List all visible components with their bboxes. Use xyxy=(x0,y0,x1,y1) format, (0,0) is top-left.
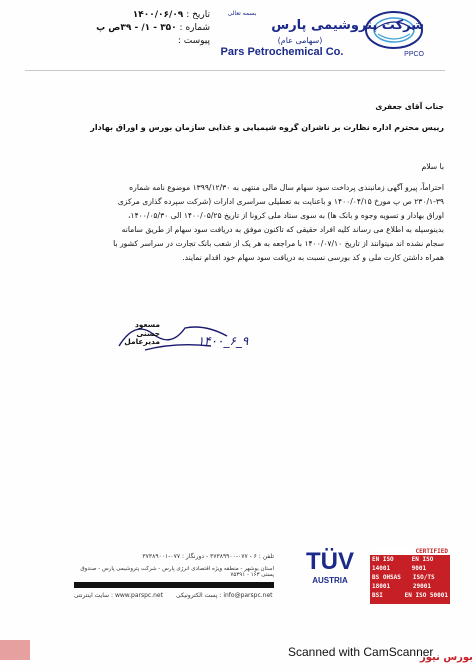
footer-email[interactable] xyxy=(176,592,276,599)
tuv-logo xyxy=(280,548,380,602)
company-type-fa: (سهامی عام) xyxy=(277,36,323,45)
date-value: ۱۴۰۰/۰۶/۰۹ xyxy=(132,10,184,20)
cert-header: CERTIFIED xyxy=(370,548,450,555)
signer-name: مسعود حسنی xyxy=(134,320,160,338)
basmala: بسمه تعالی xyxy=(227,10,257,17)
camscanner-watermark: Scanned with CamScanner xyxy=(288,645,434,659)
signer-title: مدیرعامل xyxy=(124,337,160,346)
body-line: اوراق بهادار و تسویه وجوه و بانک ها) به سوی ستاد ملی کرونا از تاریخ ۱۴۰۰/۰۵/۲۵ الی ۱۴۰۰/۰۵/۳۰، xyxy=(128,211,444,220)
footer-contact-1: تلفن : ۶ - ۰۷۷-۳۷۳۸۹۹۰۰ - دورنگار : ۰۷۷-۳۷۳۸۹۰۰۱ xyxy=(142,553,274,560)
date-row xyxy=(60,10,210,20)
number-label: شماره : xyxy=(179,23,210,33)
cert-row: EN ISO 14001 EN ISO 9001 xyxy=(372,556,434,572)
footer-website[interactable] xyxy=(74,592,174,599)
cert-row: BSI EN ISO 50001 xyxy=(372,592,448,599)
cert-row: BS OHSAS 18001 ISO/TS 29001 xyxy=(372,574,435,590)
website-label: سایت اینترنتی : xyxy=(74,592,114,599)
body-line: سجام نشده اند میتوانند از تاریخ ۱۴۰۰/۰۷/۱۰ با مراجعه به هر یک از شعب بانک تجارت در سراسر کشور با xyxy=(113,239,444,248)
attachment-label: پیوست : xyxy=(177,36,210,46)
logo-caption: PPCO xyxy=(404,51,424,58)
email-label: پست الکترونیکی : xyxy=(176,592,222,599)
attachment-row xyxy=(60,36,210,46)
body-line: بدینوسیله به اطلاع می رساند کلیه افراد حقیقی که تاکنون موفق به دریافت سود سهام از طریق سامانه xyxy=(121,225,444,234)
body-line: همراه داشتن کارت ملی و کد بورسی نسبت به دریافت سود سهام خود اقدام نمایند. xyxy=(182,253,444,262)
footer-bar xyxy=(74,582,274,588)
bourse-news-watermark: بورس نیوز xyxy=(420,652,473,663)
company-name-en: Pars Petrochemical Co. xyxy=(220,46,344,58)
number-row xyxy=(60,23,210,33)
header-divider xyxy=(25,70,445,71)
date-label: تاریخ : xyxy=(186,10,210,20)
company-name-fa: شرکت پتروشیمی پارس xyxy=(271,18,424,33)
website-link[interactable]: www.parspc.net xyxy=(114,592,163,599)
email-link[interactable]: info@parspc.net xyxy=(223,592,273,599)
body-line: احتراماً، پیرو آگهی زمانبندی پرداخت سود سهام سال مالی منتهی به ۱۳۹۹/۱۲/۳۰ موضوع نامه شماره xyxy=(129,183,444,192)
tuv-name: TÜV xyxy=(306,548,354,575)
footer-contact-2: استان بوشهر - منطقه ویژه اقتصادی انرژی پارس - شرکت پتروشیمی پارس - صندوق پستی ۱۶۳ - ۷۵۳۹۱ xyxy=(80,566,274,578)
corner-logo xyxy=(0,640,30,660)
company-logo xyxy=(362,8,442,60)
body-line: ۲۳۰/۱-۳۹ ص پ مورخ ۱۴۰۰/۰۴/۱۵ و باعنایت به تعطیلی سراسری ادارات (شرکت سپرده گذاری مرکزی xyxy=(117,197,444,206)
handwritten-date: ۱۴۰۰_۶_۹ xyxy=(197,334,249,348)
certification-badge xyxy=(370,548,450,604)
tuv-country: AUSTRIA xyxy=(312,576,348,585)
recipient-name: جناب آقای جعفری xyxy=(375,102,444,111)
recipient-title: رییس محترم اداره نظارت بر ناشران گروه شیمیایی و غذایی سازمان بورس و اوراق بهادار xyxy=(90,123,444,132)
greeting: با سلام xyxy=(421,162,444,171)
number-value: ۳۵۰ - ۱/ - ۳۹ص پ xyxy=(96,23,177,33)
